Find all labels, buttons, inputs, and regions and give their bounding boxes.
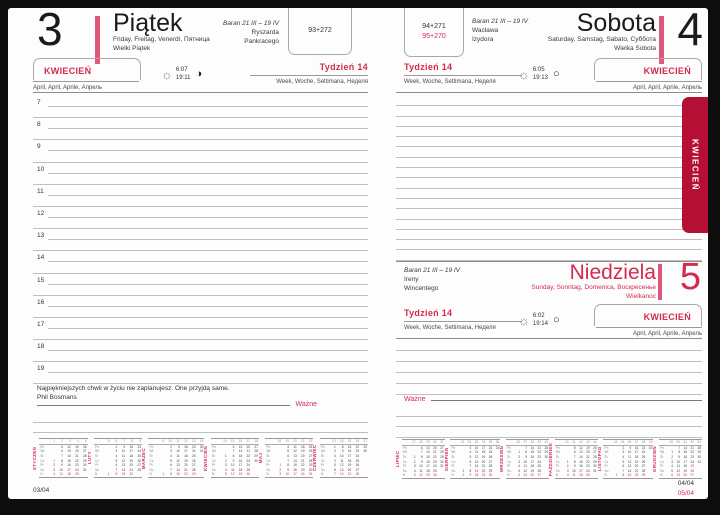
day-counter-value-sun: 95+270	[422, 33, 446, 40]
day-name-languages: Saturday, Samstag, Sabato, Суббота	[547, 36, 656, 44]
note-line	[396, 147, 702, 157]
note-line	[396, 362, 702, 373]
week-label: Tydzień 14	[404, 62, 453, 72]
hourly-schedule-lines	[33, 96, 368, 384]
page-number-sunday: 05/04	[677, 489, 694, 497]
half-hour-line	[33, 373, 368, 384]
sunday-note-lines	[396, 340, 702, 395]
half-hour-line	[33, 196, 368, 207]
week-languages: Week, Woche, Settimana, Неделя	[404, 325, 496, 331]
important-line	[37, 404, 290, 406]
zodiac-sign: Baran 21 III – 19 IV	[472, 18, 529, 25]
sun-moon-block-sunday	[518, 312, 560, 328]
name-day-1: Ireny	[404, 275, 419, 283]
sunrise-time: 6:07	[175, 67, 188, 73]
note-line	[396, 117, 702, 127]
holiday-name: Wielkanoc	[626, 292, 656, 300]
header-rule	[396, 92, 702, 93]
month-index-tab	[682, 97, 708, 233]
holiday-name: Wielka Sobota	[614, 45, 656, 53]
day-title-block-sunday	[531, 262, 656, 302]
half-hour-line	[33, 174, 368, 185]
day-number: 3	[37, 3, 62, 55]
day-counter-value: 93+272	[308, 26, 332, 34]
note-line	[396, 96, 702, 106]
month-underline	[596, 80, 702, 82]
hour-line-9: 9	[33, 140, 368, 151]
page-number-saturday: 04/04	[677, 480, 694, 487]
note-line	[33, 423, 368, 434]
note-line	[396, 384, 702, 395]
half-hour-line	[33, 218, 368, 229]
page-number-left: 03/04	[33, 487, 50, 494]
name-day-1: Wacława	[472, 26, 499, 34]
hour-line-18: 18	[33, 340, 368, 351]
half-hour-line	[33, 129, 368, 140]
name-day-2: Wincentego	[404, 284, 439, 292]
holiday-name: Wielki Piątek	[113, 45, 151, 53]
note-line	[33, 412, 368, 423]
sunset-time: 19:11	[175, 75, 191, 82]
diary-spread	[8, 3, 708, 499]
day-accent-bar-sunday	[658, 264, 662, 300]
note-line	[396, 168, 702, 178]
sunset-time: 19:13	[532, 75, 548, 82]
mini-calendar-month-name: CZERWIEC	[312, 444, 318, 472]
header-rule	[33, 92, 368, 93]
day-name: Sobota	[576, 9, 656, 37]
important-label: Ważne	[404, 396, 426, 403]
day-name-languages: Friday, Freitag, Venerdì, Пятница	[113, 36, 210, 44]
name-day-1: Ryszarda	[251, 28, 279, 36]
sunrise-time: 6:02	[532, 313, 545, 319]
zodiac-namedays-block	[183, 20, 279, 46]
half-hour-line	[33, 285, 368, 296]
note-line	[396, 178, 702, 188]
name-day-2: Pankracego	[244, 37, 279, 45]
saturday-note-lines	[396, 96, 702, 261]
day-name: Piątek	[113, 9, 183, 37]
note-line	[396, 127, 702, 137]
page-friday	[32, 3, 368, 495]
note-line	[396, 209, 702, 219]
mini-calendar-strip-jul-dec	[396, 439, 702, 479]
half-hour-line	[33, 240, 368, 251]
note-line	[396, 158, 702, 168]
mini-calendar-month-name: WRZESIEŃ	[499, 445, 505, 473]
important-label: Ważne	[295, 401, 317, 408]
notes-lines	[33, 412, 368, 433]
hour-line-7: 7	[33, 96, 368, 107]
sun-moon-block	[161, 66, 202, 82]
mini-calendar-month-name: PAŹDZIERNIK	[548, 442, 554, 476]
mini-calendar-SIERPIEŃ: SIERPIEŃ 31 32 33 34 35 36 Pn 3 10 17 24 31 Wt 4 11 18 25 Śr 5 12 19 26 Cz 6 13 20 27 Pt 7 14 21 28 So 1 8 15 22 29 N 2 9 16 23 30	[443, 440, 500, 478]
hour-line-17: 17	[33, 318, 368, 329]
week-underline	[404, 74, 522, 76]
mini-calendar-month-name: MAJ	[257, 452, 263, 464]
week-languages: Week, Woche, Settimana, Неделя	[404, 79, 496, 85]
half-hour-line	[33, 262, 368, 273]
half-hour-line	[33, 329, 368, 340]
note-line	[396, 417, 702, 428]
page-saturday-sunday	[395, 3, 702, 495]
month-index-tab-label: KWIECIEŃ	[690, 139, 700, 191]
week-label-block	[404, 62, 522, 87]
mini-calendar-month-name: SIERPIEŃ	[443, 447, 449, 471]
note-line	[396, 230, 702, 240]
mini-calendar-month-name: LIPIEC	[395, 450, 400, 468]
note-line	[396, 340, 702, 351]
hour-line-14: 14	[33, 251, 368, 262]
mini-calendar-LISTOPAD: LISTOPAD 44 45 46 47 48 49 Pn 2 9 16 23 30 Wt 3 10 17 24 Śr 4 11 18 25 Cz 5 12 19 26 Pt 6 13 20 27 So 7 14 21 28 N 1 8 15 22 29	[596, 440, 653, 478]
week-label: Tydzień 14	[319, 62, 368, 72]
notes-lines	[396, 406, 702, 438]
hour-line-12: 12	[33, 207, 368, 218]
mini-calendar-month-name: STYCZEŃ	[32, 446, 37, 470]
day-counter-value-sat: 94+271	[422, 22, 446, 30]
mini-calendar-strip-jan-jun	[33, 438, 368, 478]
mini-calendar-month-name: MARZEC	[141, 447, 147, 469]
month-bracket	[594, 304, 702, 326]
day-accent-bar	[659, 16, 664, 64]
month-bracket	[594, 58, 702, 80]
sunrise-time: 6:05	[532, 67, 545, 73]
week-label: Tydzień 14	[404, 308, 453, 318]
month-languages: April, April, Aprile, Апрель	[33, 85, 103, 91]
day-of-year-counter	[288, 8, 352, 55]
note-line	[396, 427, 702, 438]
zodiac-namedays-block-sunday	[404, 267, 460, 293]
note-line	[396, 199, 702, 209]
week-languages: Week, Woche, Settimana, Неделя	[276, 79, 368, 85]
important-row	[37, 401, 317, 408]
mini-calendar-GRUDZIEŃ: GRUDZIEŃ 49 50 51 52 53 Pn 7 14 21 28 Wt 1 8 15 22 29 Śr 2 9 16 23 30 Cz 3 10 17 24 31 Pt 4 11 18 25 So 5 12 19 26 N 6 13 20 27	[652, 440, 702, 478]
sunset-time: 19:14	[532, 321, 548, 328]
note-line	[396, 220, 702, 230]
hour-line-8: 8	[33, 118, 368, 129]
half-hour-line	[33, 151, 368, 162]
hour-line-11: 11	[33, 185, 368, 196]
day-of-year-counter	[404, 8, 464, 57]
month-label: KWIECIEŃ	[643, 66, 691, 76]
month-underline	[596, 326, 702, 328]
mini-calendar-MAJ: MAJ 18 19 20 21 22 Pn 4 11 18 25 Wt 5 12 19 26 Śr 6 13 20 27 Cz 7 14 21 28 Pt 1 8 15 22 29 So 2 9 16 23 30 N 3 10 17 24 31	[257, 439, 313, 477]
month-bracket	[33, 58, 141, 80]
note-line	[396, 373, 702, 384]
day-accent-bar	[95, 16, 100, 64]
note-line	[396, 406, 702, 417]
zodiac-sign: Baran 21 III – 19 IV	[404, 267, 461, 274]
mini-calendar-MARZEC: MARZEC 9 10 11 12 13 14 Pn 2 9 16 23 30 Wt 3 10 17 24 31 Śr 4 11 18 25 Cz 5 12 19 26 Pt 6 13 20 27 So 7 14 21 28 N 1 8 15 22 29	[141, 439, 204, 477]
week-label-block-sunday	[404, 308, 522, 333]
week-label-block	[250, 62, 368, 87]
sun-icon: ☼	[161, 66, 173, 82]
month-label-block-sunday	[594, 304, 702, 339]
mini-calendar-month-name: LUTY	[86, 451, 92, 465]
half-hour-line	[33, 307, 368, 318]
mini-calendar-WRZESIEŃ: WRZESIEŃ 36 37 38 39 40 Pn 7 14 21 28 Wt 1 8 15 22 29 Śr 2 9 16 23 30 Cz 3 10 17 24 Pt 4 11 18 25 So 5 12 19 26 N 6 13 20 27	[499, 440, 549, 478]
quote-author: Phil Bosmans	[37, 394, 77, 402]
note-line	[396, 137, 702, 147]
moon-phase-icon: ○	[552, 67, 560, 80]
page-number-right	[678, 479, 694, 499]
quote-text: Najpiękniejszych chwil w życiu nie zaplanujesz. One przyjdą same.	[37, 385, 230, 392]
mini-calendar-month-name: LISTOPAD	[596, 446, 602, 472]
sun-icon: ☼	[518, 312, 530, 328]
mini-calendar-KWIECIEŃ: KWIECIEŃ 14 15 16 17 18 Pn 6 13 20 27 Wt 7 14 21 28 Śr 1 8 15 22 29 Cz 2 9 16 23 30 Pt 3 10 17 24 So 4 11 18 25 N 5 12 19 26	[203, 439, 258, 477]
mini-calendar-month-name: GRUDZIEŃ	[652, 446, 658, 473]
zodiac-namedays-block	[472, 18, 528, 44]
mini-calendar-PAŹDZIERNIK: PAŹDZIERNIK 40 41 42 43 44 Pn 5 12 19 26 Wt 6 13 20 27 Śr 7 14 21 28 Cz 1 8 15 22 29 Pt 2 9 16 23 30 So 3 10 17 24 31 N 4 11 18 25	[548, 440, 597, 478]
hour-line-16: 16	[33, 296, 368, 307]
header-rule-sunday	[396, 338, 702, 339]
month-underline	[33, 80, 139, 82]
note-line	[396, 250, 702, 260]
important-line	[431, 399, 702, 401]
note-line	[396, 106, 702, 116]
hour-line-13: 13	[33, 229, 368, 240]
important-row	[404, 396, 702, 403]
month-label-block	[594, 58, 702, 93]
month-label: KWIECIEŃ	[643, 312, 691, 322]
month-label: KWIECIEŃ	[44, 66, 92, 76]
note-line	[396, 351, 702, 362]
mini-calendar-LIPIEC: LIPIEC 27 28 29 30 31 Pn 6 13 20 27 Wt 7 14 21 28 Śr 1 8 15 22 29 Cz 2 9 16 23 30 Pt 3 10 17 24 31 So 4 11 18 25 N 5 12 19 26	[395, 440, 444, 478]
day-name: Niedziela	[569, 261, 656, 284]
day-title-block	[548, 10, 656, 54]
day-number: 4	[677, 3, 702, 55]
hour-line-10: 10	[33, 163, 368, 174]
mini-calendar-CZERWIEC: CZERWIEC 23 24 25 26 27 Pn 1 8 15 22 29 Wt 2 9 16 23 30 Śr 3 10 17 24 Cz 4 11 18 25 Pt 5 12 19 26 So 6 13 20 27 N 7 14 21 28	[312, 439, 367, 477]
mini-calendar-month-name: KWIECIEŃ	[203, 445, 209, 471]
note-line	[396, 240, 702, 250]
day-name-languages: Sunday, Sonntag, Domenica, Воскресенье	[531, 284, 656, 292]
mini-calendar-STYCZEŃ: STYCZEŃ 1 2 3 4 5 Pn 5 12 19 26 Wt 6 13 20 27 Śr 7 14 21 28 Cz 1 8 15 22 29 Pt 2 9 16 23 30 So 3 10 17 24 31 N 4 11 18 25	[32, 439, 87, 477]
note-line	[396, 189, 702, 199]
month-languages: April, April, Aprile, Апрель	[632, 85, 702, 91]
hour-line-19: 19	[33, 362, 368, 373]
half-hour-line	[33, 107, 368, 118]
name-day-2: Izydora	[472, 35, 494, 43]
sun-moon-block	[518, 66, 560, 82]
week-underline	[404, 320, 522, 322]
day-number-sunday: 5	[679, 256, 700, 298]
sun-icon: ☼	[518, 66, 530, 82]
half-hour-line	[33, 351, 368, 362]
moon-phase-icon: ○	[552, 313, 560, 326]
month-languages: April, April, Aprile, Апрель	[632, 331, 702, 337]
zodiac-sign: Baran 21 III – 19 IV	[222, 20, 279, 27]
week-underline	[250, 74, 368, 76]
mini-calendar-LUTY: LUTY 5 6 7 8 9 Pn 2 9 16 23 Wt 3 10 17 24 Śr 4 11 18 25 Cz 5 12 19 26 Pt 6 13 20 27 So 7 14 21 28 N 1 8 15 22	[86, 439, 142, 477]
hour-line-15: 15	[33, 274, 368, 285]
moon-phase-icon: ◑	[195, 67, 203, 80]
